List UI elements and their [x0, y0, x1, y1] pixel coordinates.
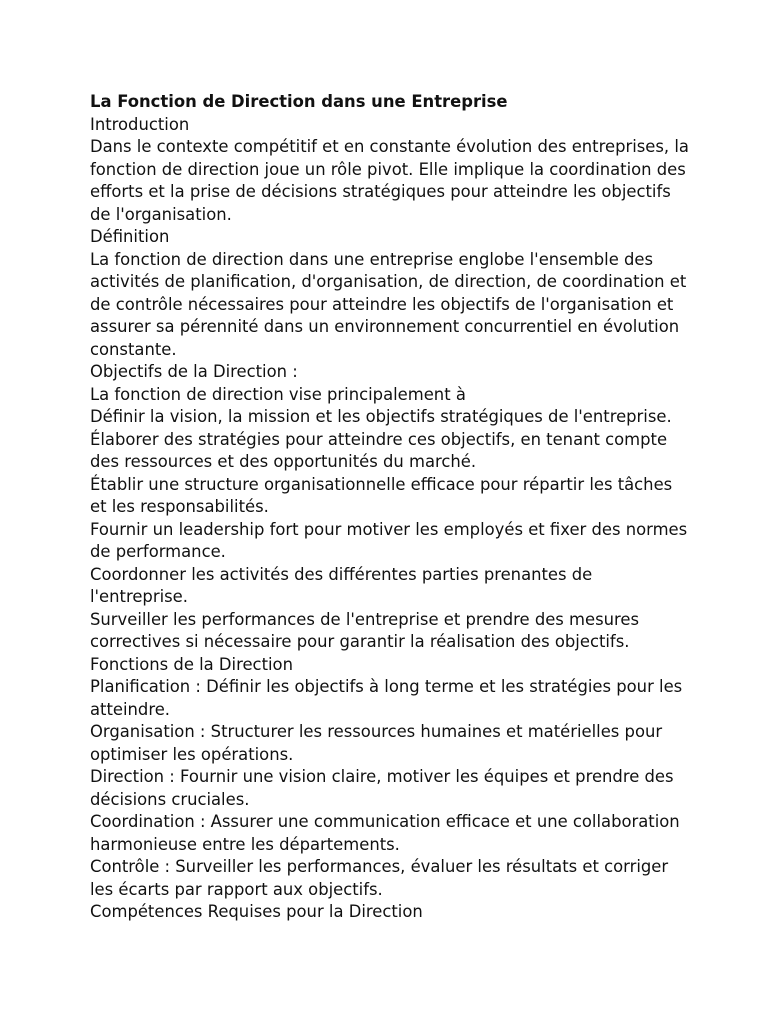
function-item-planification: Planification : Définir les objectifs à long terme et les stratégies pour les atteindre. [90, 677, 683, 719]
introduction-paragraph: Dans le contexte compétitif et en constante évolution des entreprises, la fonction de direction joue un rôle pivot. Elle implique la coordination des efforts et la prise de décisions stratégiques pour atteindre les objectifs de l'organisation. [90, 137, 689, 224]
function-item-controle: Contrôle : Surveiller les performances, évaluer les résultats et corriger les écarts par rapport aux objectifs. [90, 857, 669, 899]
definition-paragraph: La fonction de direction dans une entreprise englobe l'ensemble des activités de planification, d'organisation, de direction, de coordination et de contrôle nécessaires pour atteindre les objectifs de l'organisation et assurer sa pérennité dans un environnement concurrentiel en évolution constante. [90, 249, 687, 359]
function-item-organisation: Organisation : Structurer les ressources humaines et matérielles pour optimiser les opérations. [90, 722, 663, 764]
document-title: La Fonction de Direction dans une Entreprise [90, 92, 508, 111]
section-heading-skills: Compétences Requises pour la Direction [90, 902, 423, 921]
objectives-lead: La fonction de direction vise principalement à [90, 384, 466, 404]
objective-item: Élaborer des stratégies pour atteindre ces objectifs, en tenant compte des ressources et des opportunités du marché. [90, 429, 668, 471]
objective-item: Coordonner les activités des différentes parties prenantes de l'entreprise. [90, 564, 593, 606]
objective-item: Fournir un leadership fort pour motiver les employés et fixer des normes de performance. [90, 519, 688, 561]
objective-item: Surveiller les performances de l'entreprise et prendre des mesures correctives si nécessaire pour garantir la réalisation des objectifs. [90, 609, 640, 651]
section-heading-introduction: Introduction [90, 114, 190, 134]
section-heading-objectives: Objectifs de la Direction : [90, 362, 298, 381]
document-page [90, 91, 690, 924]
section-heading-definition: Définition [90, 227, 170, 246]
function-item-direction: Direction : Fournir une vision claire, motiver les équipes et prendre des décisions cruciales. [90, 767, 674, 809]
function-item-coordination: Coordination : Assurer une communication efficace et une collaboration harmonieuse entre les départements. [90, 812, 680, 854]
objective-item: Établir une structure organisationnelle efficace pour répartir les tâches et les responsabilités. [90, 474, 673, 516]
objective-item: Définir la vision, la mission et les objectifs stratégiques de l'entreprise. [90, 407, 672, 426]
section-heading-functions: Fonctions de la Direction [90, 654, 293, 674]
